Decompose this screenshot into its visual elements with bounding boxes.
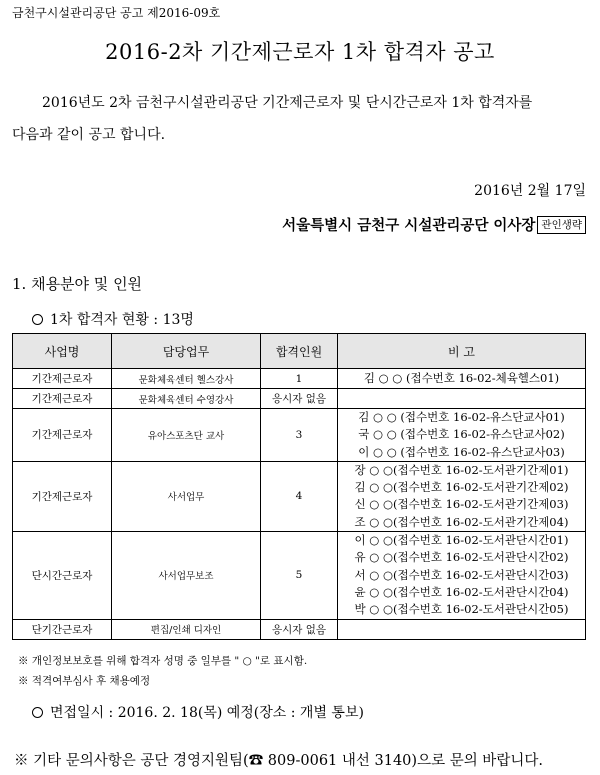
section-heading: 1. 채용분야 및 인원	[12, 275, 143, 293]
header-duty: 담당업무	[112, 334, 261, 369]
remark-line: 장 ○ ○(접수번호 16-02-도서관기간제01)	[354, 462, 569, 477]
cell-duty: 유아스포츠단 교사	[112, 409, 261, 462]
results-table	[12, 333, 586, 640]
cell-duty: 문화체육센터 헬스강사	[112, 369, 261, 389]
circle-bullet-icon	[32, 314, 43, 325]
table-row	[13, 369, 586, 389]
interview-schedule	[32, 702, 364, 722]
remark-line: 신 ○ ○(접수번호 16-02-도서관기간제03)	[354, 497, 569, 512]
pass-status-text: 1차 합격자 현황 : 13명	[50, 312, 194, 328]
remark-line: 이 ○ ○(접수번호 16-02-도서관단시간01)	[354, 533, 569, 548]
table-row	[13, 619, 586, 639]
remark-line: 이 ○ ○ (접수번호 16-02-유스단교사03)	[358, 444, 565, 459]
contact-info: ※ 기타 문의사항은 공단 경영지원팀(☎ 809-0061 내선 3140)으로 문의 바랍니다.	[14, 753, 543, 769]
remark-line: 조 ○ ○(접수번호 16-02-도서관기간제04)	[354, 514, 569, 529]
table-row	[13, 409, 586, 462]
note-eligibility: ※ 적격여부심사 후 채용예정	[18, 675, 151, 687]
cell-remarks	[338, 409, 586, 462]
cell-duty: 사서업무	[112, 461, 261, 531]
header-biz: 사업명	[13, 334, 112, 369]
cell-biz: 기간제근로자	[13, 369, 112, 389]
header-remarks: 비 고	[338, 334, 586, 369]
cell-count: 4	[261, 461, 338, 531]
cell-duty: 편집/인쇄 디자인	[112, 619, 261, 639]
cell-remarks	[338, 532, 586, 619]
seal-omitted-badge: 관인생략	[537, 216, 586, 234]
cell-biz: 기간제근로자	[13, 461, 112, 531]
cell-remarks	[338, 369, 586, 389]
cell-remarks	[338, 619, 586, 639]
document-number: 금천구시설관리공단 공고 제2016-09호	[12, 6, 221, 20]
intro-line-1: 2016년도 2차 금천구시설관리공단 기간제근로자 및 단시간근로자 1차 합격자를	[42, 95, 533, 111]
note-privacy: ※ 개인정보보호를 위해 합격자 성명 중 일부를 " ○ "로 표시함.	[18, 655, 308, 667]
cell-count: 1	[261, 369, 338, 389]
remark-line: 김 ○ ○(접수번호 16-02-도서관기간제02)	[354, 480, 569, 495]
page-title: 2016-2차 기간제근로자 1차 합격자 공고	[105, 40, 495, 64]
cell-duty: 문화체육센터 수영강사	[112, 389, 261, 409]
remark-line: 윤 ○ ○(접수번호 16-02-도서관단시간04)	[354, 584, 569, 599]
interview-text: 면접일시 : 2016. 2. 18(목) 예정(장소 : 개별 통보)	[50, 705, 364, 721]
remark-line: 국 ○ ○ (접수번호 16-02-유스단교사02)	[358, 427, 565, 442]
cell-remarks	[338, 389, 586, 409]
cell-biz: 기간제근로자	[13, 409, 112, 462]
cell-count: 3	[261, 409, 338, 462]
cell-count: 응시자 없음	[261, 619, 338, 639]
issuer-name: 서울특별시 금천구 시설관리공단 이사장	[282, 218, 536, 234]
remark-line: 박 ○ ○(접수번호 16-02-도서관단시간05)	[354, 602, 569, 617]
issuer	[282, 214, 586, 235]
table-row	[13, 532, 586, 619]
header-count: 합격인원	[261, 334, 338, 369]
circle-bullet-icon	[32, 707, 43, 718]
cell-biz: 기간제근로자	[13, 389, 112, 409]
table-row	[13, 389, 586, 409]
cell-remarks	[338, 461, 586, 531]
cell-count: 5	[261, 532, 338, 619]
pass-status	[32, 309, 194, 329]
announcement-date: 2016년 2월 17일	[474, 183, 586, 199]
table-header-row	[13, 334, 586, 369]
cell-biz: 단시간근로자	[13, 532, 112, 619]
remark-line: 서 ○ ○(접수번호 16-02-도서관단시간03)	[354, 567, 569, 582]
remark-line: 유 ○ ○(접수번호 16-02-도서관단시간02)	[354, 550, 569, 565]
cell-biz: 단기간근로자	[13, 619, 112, 639]
table-row	[13, 461, 586, 531]
remark-line: 김 ○ ○ (접수번호 16-02-체육헬스01)	[363, 370, 560, 385]
cell-count: 응시자 없음	[261, 389, 338, 409]
remark-line: 김 ○ ○ (접수번호 16-02-유스단교사01)	[358, 410, 565, 424]
intro-line-2: 다음과 같이 공고 합니다.	[12, 127, 166, 143]
cell-duty: 사서업무보조	[112, 532, 261, 619]
